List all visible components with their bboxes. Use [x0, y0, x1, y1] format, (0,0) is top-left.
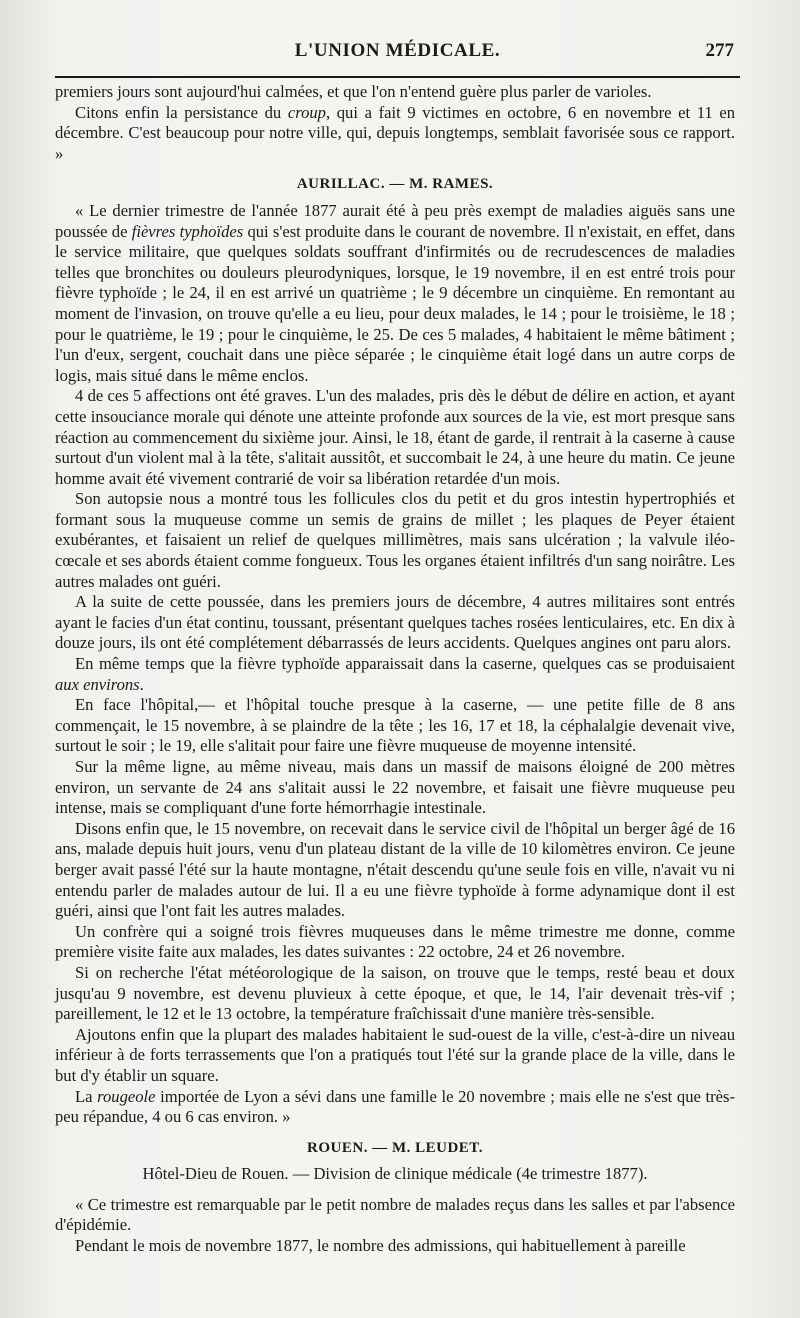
paragraph: « Le dernier trimestre de l'année 1877 aurait été à peu près exempt de maladies aiguës sans une poussée de fièvres typhoïdes qui s'est produite dans le courant de novembre. Il n'existait, en effet, dans le service militaire, que quelques soldats souffrant d'infirmités ou de recrudescences de maladies telles que bronchites ou douleurs pleurodyniques, lorsque, le 19 novembre, il en est entré trois pour fièvre typhoïde ; le 24, il en est arrivé un quatrième ; le 9 décembre un cinquième. En remontant au moment de l'invasion, on trouve qu'elle a eu lieu, pour deux malades, le 14 ; pour le troisième, le 18 ; pour le quatrième, le 19 ; pour le cinquième, le 25. De ces 5 malades, 4 habitaient le même bâtiment ; l'un d'eux, sergent, couchait dans une pièce séparée ; le cinquième était logé dans un autre corps de logis, mais situé dans le même enclos.: [55, 200, 735, 385]
paragraph: Citons enfin la persistance du croup, qui a fait 9 victimes en octobre, 6 en novembre et 11 en décembre. C'est beaucoup pour notre ville, qui, depuis longtemps, semblait favorisée sous ce rapport. »: [55, 102, 735, 163]
section-heading-rouen: ROUEN. — M. LEUDET.: [307, 1139, 483, 1156]
page-number: 277: [705, 40, 734, 61]
section-subheading: Hôtel-Dieu de Rouen. — Division de clinique médicale (4e trimestre 1877).: [142, 1164, 648, 1184]
article-body: [55, 82, 735, 1257]
header-rule: [55, 76, 740, 78]
paragraph: Un confrère qui a soigné trois fièvres muqueuses dans le même trimestre me donne, comme première visite faite aux malades, les dates suivantes : 22 octobre, 24 et 26 novembre.: [55, 921, 735, 962]
paragraph: Pendant le mois de novembre 1877, le nombre des admissions, qui habituellement à pareille: [75, 1236, 686, 1256]
running-title: L'UNION MÉDICALE.: [294, 40, 501, 61]
paragraph: En même temps que la fièvre typhoïde apparaissait dans la caserne, quelques cas se produisaient aux environs.: [55, 654, 735, 694]
paragraph: Sur la même ligne, au même niveau, mais dans un massif de maisons éloigné de 200 mètres environ, un servante de 24 ans s'alitait aussi le 22 novembre, et faisait une fièvre muqueuse peu intense, mais se compliquant d'une forte hémorrhagie intestinale.: [55, 757, 735, 818]
section-heading-aurillac: AURILLAC. — M. RAMES.: [296, 176, 494, 193]
paragraph: En face l'hôpital,— et l'hôpital touche presque à la caserne, — une petite fille de 8 ans commençait, le 15 novembre, à se plaindre de la tête ; les 16, 17 et 18, la céphalalgie devenait vive, surtout le soir ; le 19, elle s'alitait pour faire une fièvre muqueuse de moyenne intensité.: [55, 695, 735, 756]
paragraph: Si on recherche l'état météorologique de la saison, on trouve que le temps, resté beau et doux jusqu'au 9 novembre, est devenu pluvieux à cette époque, et que, le 14, l'air devenait très-vif ; pareillement, le 12 et le 13 octobre, la température fraîchissait d'une manière très-sensible.: [55, 962, 735, 1024]
paragraph: A la suite de cette poussée, dans les premiers jours de décembre, 4 autres militaires sont entrés ayant le facies d'un état continu, toussant, présentant quelques taches rosées lenticulaires, etc. En dix à douze jours, ils ont été complétement débarrassés de leurs accidents. Quelques angines ont paru alors.: [55, 592, 735, 653]
paragraph: premiers jours sont aujourd'hui calmées, et que l'on n'entend guère plus parler de varioles.: [55, 82, 652, 101]
paragraph: La rougeole importée de Lyon a sévi dans une famille le 20 novembre ; mais elle ne s'est que très-peu répandue, 4 ou 6 cas environ. »: [55, 1086, 735, 1127]
paragraph: « Ce trimestre est remarquable par le petit nombre de malades reçus dans les salles et par l'absence d'épidémie.: [55, 1194, 735, 1235]
paragraph: Ajoutons enfin que la plupart des malades habitaient le sud-ouest de la ville, c'est-à-dire un niveau inférieur à de forts terrassements que l'on a pratiqués tout l'été sur la grande place de la ville, dans le but d'y établir un square.: [55, 1024, 735, 1085]
paragraph: Son autopsie nous a montré tous les follicules clos du petit et du gros intestin hypertrophiés et formant sous la muqueuse comme un semis de grains de millet ; les plaques de Peyer étaient exubérantes, et faisaient un relief de quelques millimètres, mais sans ulcération ; la valvule iléo-cœcale et ses abords étaient comme fongueux. Tous les organes étaient infiltrés d'un sang noirâtre. Les autres malades ont guéri.: [55, 489, 735, 591]
running-header: [55, 40, 740, 74]
paragraph: Disons enfin que, le 15 novembre, on recevait dans le service civil de l'hôpital un berger âgé de 16 ans, malade depuis huit jours, venu d'un plateau distant de la ville de 10 kilomètres environ. Ce jeune berger avait passé l'été sur la haute montagne, n'était descendu qu'une seule fois en ville, n'avait vu ni entendu parler de malades autour de lui. Il a eu une fièvre typhoïde à forme adynamique dont il est guéri, ainsi que l'ont fait les autres malades.: [55, 818, 735, 921]
paragraph: 4 de ces 5 affections ont été graves. L'un des malades, pris dès le début de délire en action, et ayant cette insouciance morale qui dénote une atteinte profonde aux sources de la vie, est mort presque sans réaction au commencement du sixième jour. Ainsi, le 18, étant de garde, il rentrait à la caserne à cause surtout d'un violent mal à la tête, s'alitait aussitôt, et succombait le 24, à une heure du matin. Ce jeune homme avait été vivement contrarié de voir sa libération retardée d'un mois.: [55, 386, 735, 488]
